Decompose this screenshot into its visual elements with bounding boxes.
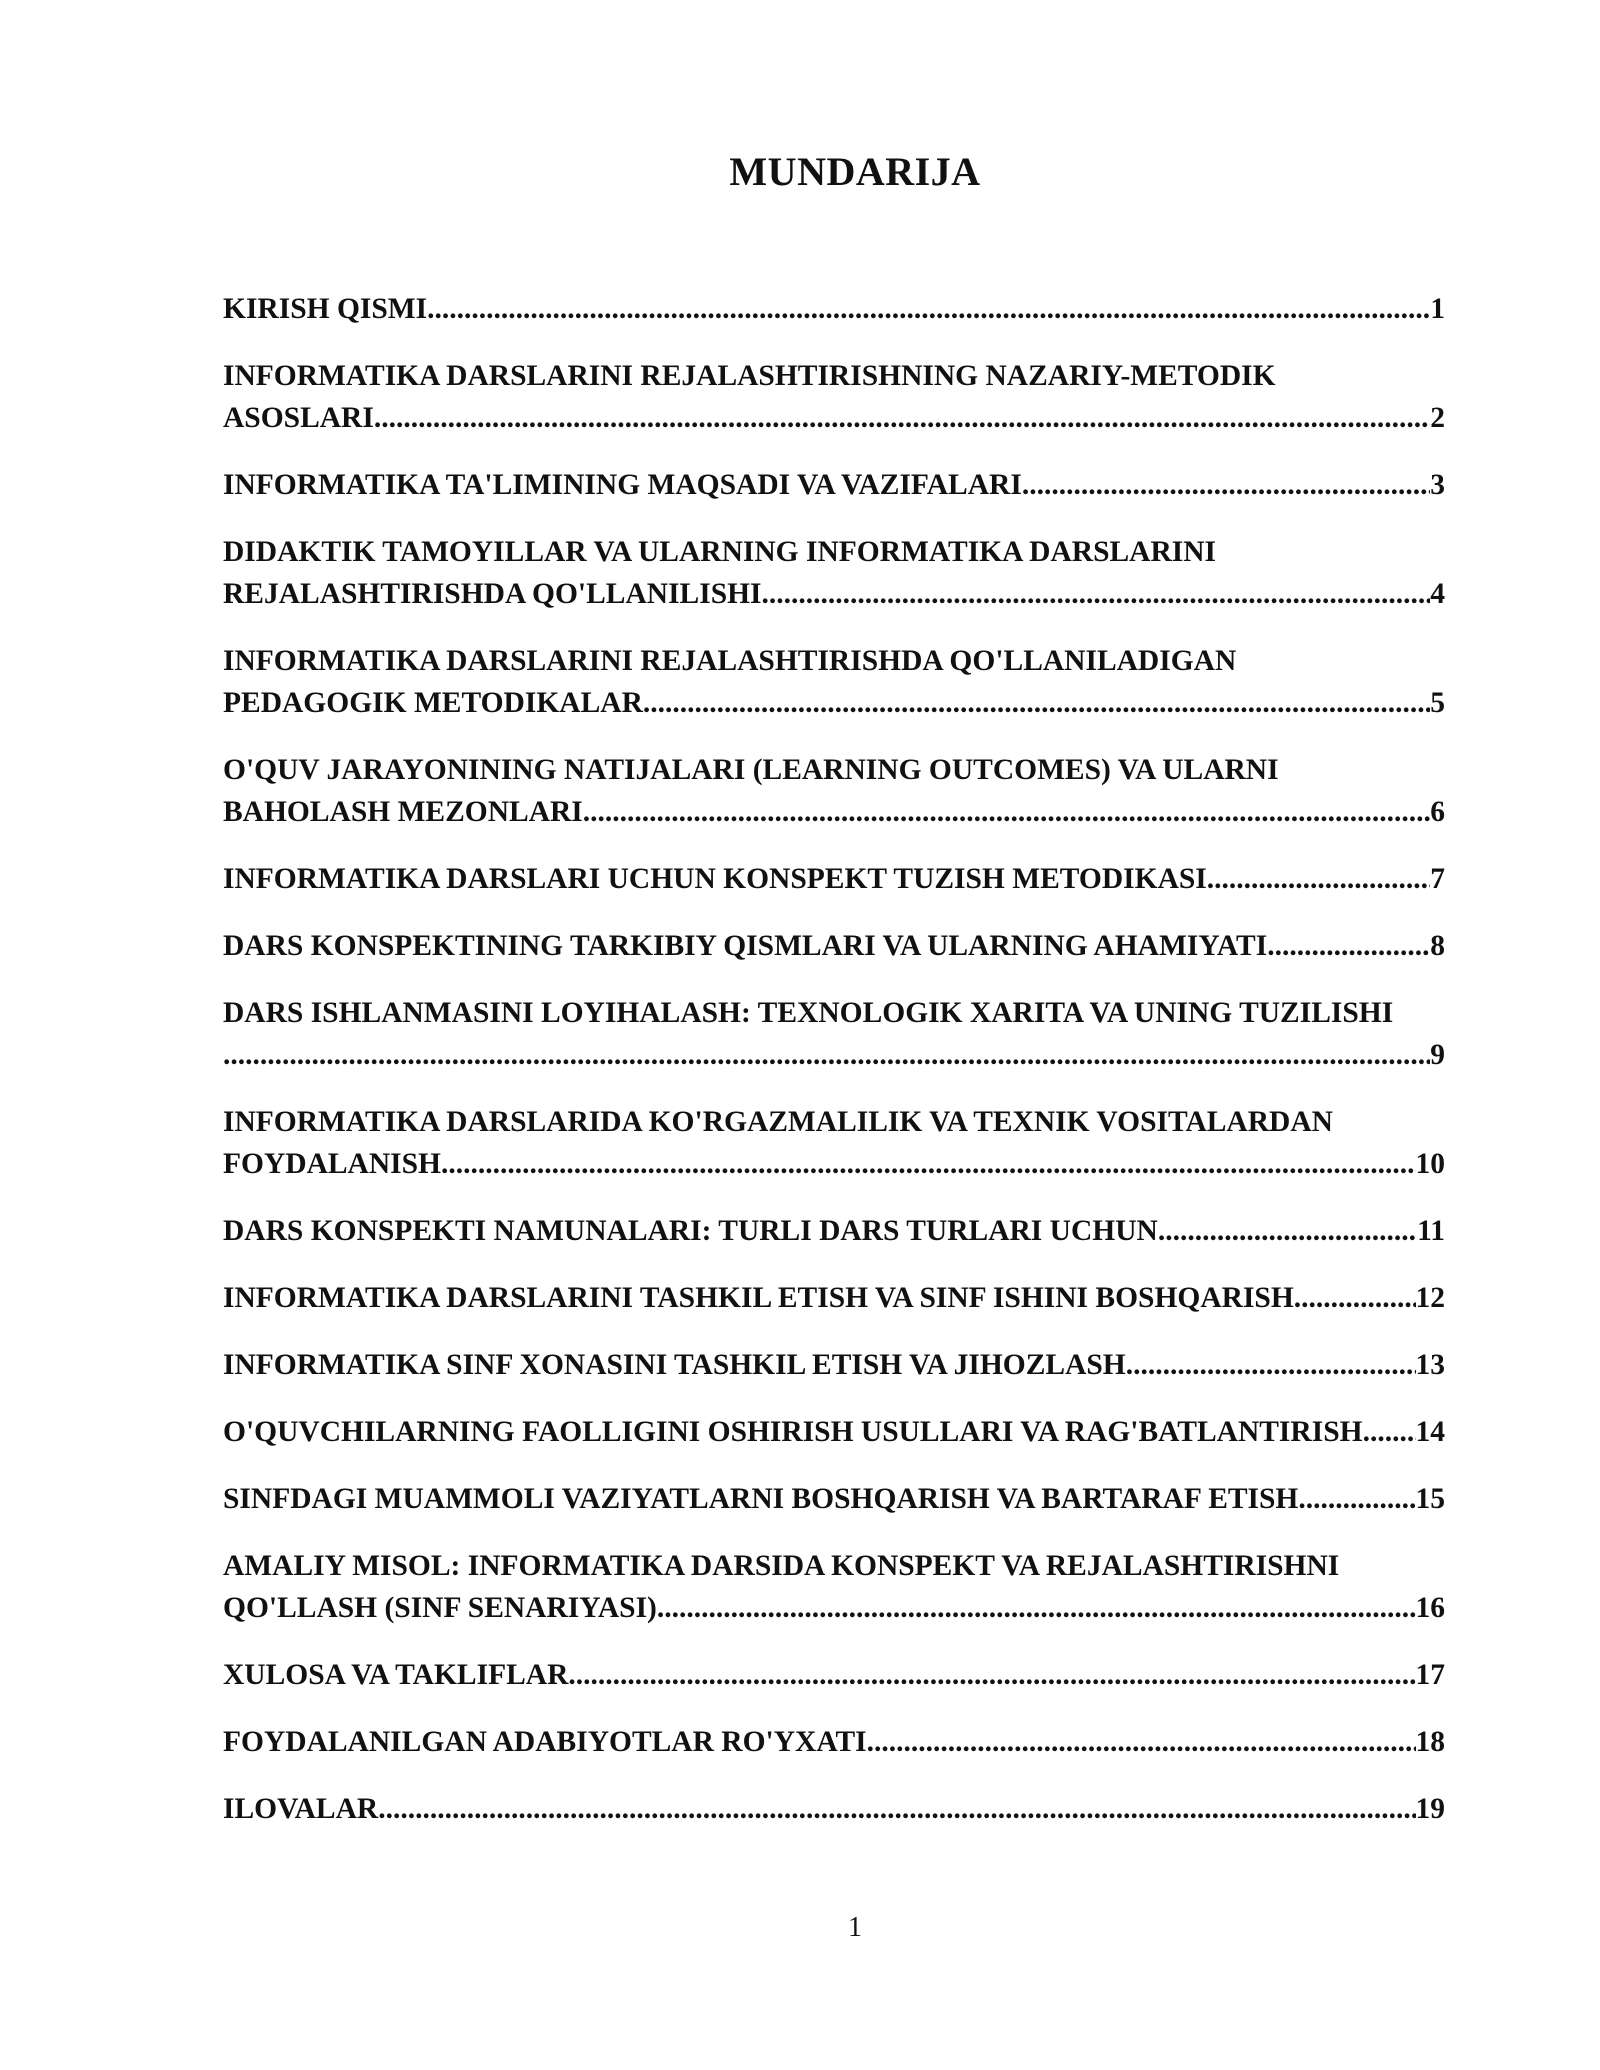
toc-entry[interactable] xyxy=(223,1788,1445,1830)
dot-leader xyxy=(374,397,1430,439)
dot-leader xyxy=(568,1654,1415,1696)
toc-page-number: 5 xyxy=(1430,687,1445,719)
dot-leader xyxy=(762,573,1431,615)
toc-page-number: 10 xyxy=(1415,1148,1445,1180)
toc-entry-title-line: O'QUV JARAYONINING NATIJALARI (LEARNING OUTCOMES) VA ULARNI xyxy=(223,754,1279,786)
toc-entry-title: ASOSLARI xyxy=(223,402,374,434)
toc-page-number: 8 xyxy=(1430,930,1445,962)
toc-entry-title: DARS KONSPEKTI NAMUNALARI: TURLI DARS TURLARI UCHUN xyxy=(223,1215,1158,1247)
toc-entry-line xyxy=(223,925,1445,967)
toc-entry[interactable] xyxy=(223,640,1445,724)
toc-entry-line xyxy=(223,573,1445,615)
toc-entry-line xyxy=(223,1654,1445,1696)
table-of-contents xyxy=(223,288,1445,1855)
toc-entry-title: INFORMATIKA DARSLARI UCHUN KONSPEKT TUZISH METODIKASI xyxy=(223,863,1207,895)
toc-entry-title-line: INFORMATIKA DARSLARIDA KO'RGAZMALILIK VA TEXNIK VOSITALARDAN xyxy=(223,1106,1333,1138)
dot-leader xyxy=(1298,1478,1415,1520)
toc-page-number: 7 xyxy=(1430,863,1445,895)
toc-entry-title: KIRISH QISMI xyxy=(223,293,428,325)
toc-entry[interactable] xyxy=(223,1210,1445,1252)
toc-entry-line xyxy=(223,397,1445,439)
toc-entry-title: PEDAGOGIK METODIKALAR xyxy=(223,687,643,719)
page-number: 1 xyxy=(848,1912,862,1943)
toc-entry-line xyxy=(223,464,1445,506)
toc-entry-title: XULOSA VA TAKLIFLAR xyxy=(223,1659,569,1691)
toc-entry-title: INFORMATIKA TA'LIMINING MAQSADI VA VAZIFALARI xyxy=(223,469,1022,501)
toc-entry[interactable] xyxy=(223,1277,1445,1319)
toc-page-number: 12 xyxy=(1415,1282,1445,1314)
toc-entry-title: FOYDALANILGAN ADABIYOTLAR RO'YXATI xyxy=(223,1726,867,1758)
toc-page-number: 3 xyxy=(1430,469,1445,501)
toc-page-number: 11 xyxy=(1417,1215,1445,1247)
toc-entry-line xyxy=(223,1143,1445,1185)
toc-entry-line xyxy=(223,1034,1445,1076)
toc-page-number: 2 xyxy=(1430,402,1445,434)
dot-leader xyxy=(1363,1411,1416,1453)
toc-page-number: 18 xyxy=(1415,1726,1445,1758)
toc-entry[interactable] xyxy=(223,858,1445,900)
dot-leader xyxy=(1022,464,1430,506)
dot-leader xyxy=(223,1034,1430,1076)
toc-entry-title: QO'LLASH (SINF SENARIYASI) xyxy=(223,1592,657,1624)
toc-entry[interactable] xyxy=(223,1545,1445,1629)
toc-entry[interactable] xyxy=(223,749,1445,833)
toc-entry[interactable] xyxy=(223,1101,1445,1185)
toc-entry-title: REJALASHTIRISHDA QO'LLANILISHI xyxy=(223,578,762,610)
toc-entry-title: INFORMATIKA SINF XONASINI TASHKIL ETISH VA JIHOZLASH xyxy=(223,1349,1126,1381)
toc-entry[interactable] xyxy=(223,1411,1445,1453)
toc-entry-title-line: DARS ISHLANMASINI LOYIHALASH: TEXNOLOGIK XARITA VA UNING TUZILISHI xyxy=(223,997,1394,1029)
toc-entry-title-line: INFORMATIKA DARSLARINI REJALASHTIRISHDA QO'LLANILADIGAN xyxy=(223,645,1237,677)
toc-page-number: 14 xyxy=(1415,1416,1445,1448)
dot-leader xyxy=(1294,1277,1416,1319)
toc-entry-title-line: DIDAKTIK TAMOYILLAR VA ULARNING INFORMATIKA DARSLARINI xyxy=(223,536,1217,568)
dot-leader xyxy=(1267,925,1430,967)
toc-entry-title: INFORMATIKA DARSLARINI TASHKIL ETISH VA SINF ISHINI BOSHQARISH xyxy=(223,1282,1294,1314)
dot-leader xyxy=(1207,858,1430,900)
toc-page-number: 17 xyxy=(1415,1659,1445,1691)
toc-entry-line xyxy=(223,858,1445,900)
toc-entry[interactable] xyxy=(223,1478,1445,1520)
toc-entry-title: O'QUVCHILARNING FAOLLIGINI OSHIRISH USULLARI VA RAG'BATLANTIRISH xyxy=(223,1416,1363,1448)
toc-entry-line xyxy=(223,1478,1445,1520)
toc-entry[interactable] xyxy=(223,992,1445,1076)
toc-entry[interactable] xyxy=(223,925,1445,967)
toc-page-number: 15 xyxy=(1415,1483,1445,1515)
dot-leader xyxy=(378,1788,1415,1830)
toc-entry-line xyxy=(223,682,1445,724)
toc-page-number: 4 xyxy=(1430,578,1445,610)
toc-page-number: 19 xyxy=(1415,1793,1445,1825)
page-title: MUNDARIJA xyxy=(729,149,981,194)
toc-page-number: 16 xyxy=(1415,1592,1445,1624)
toc-entry-line xyxy=(223,288,1445,330)
toc-entry[interactable] xyxy=(223,531,1445,615)
toc-entry-line xyxy=(223,1788,1445,1830)
toc-entry[interactable] xyxy=(223,355,1445,439)
toc-entry[interactable] xyxy=(223,1654,1445,1696)
toc-entry-title: BAHOLASH MEZONLARI xyxy=(223,796,583,828)
toc-entry-line xyxy=(223,1277,1445,1319)
dot-leader xyxy=(441,1143,1416,1185)
toc-entry-line xyxy=(223,1411,1445,1453)
dot-leader xyxy=(657,1587,1416,1629)
toc-entry-line xyxy=(223,1587,1445,1629)
dot-leader xyxy=(427,288,1430,330)
toc-entry-line xyxy=(223,1344,1445,1386)
toc-entry-title: FOYDALANISH xyxy=(223,1148,441,1180)
toc-entry-line xyxy=(223,1210,1445,1252)
dot-leader xyxy=(867,1721,1416,1763)
toc-entry[interactable] xyxy=(223,1344,1445,1386)
toc-entry-line xyxy=(223,791,1445,833)
toc-entry[interactable] xyxy=(223,1721,1445,1763)
toc-page-number: 1 xyxy=(1430,293,1445,325)
toc-entry-title-line: AMALIY MISOL: INFORMATIKA DARSIDA KONSPEKT VA REJALASHTIRISHNI xyxy=(223,1550,1340,1582)
toc-page-number: 9 xyxy=(1430,1039,1445,1071)
dot-leader xyxy=(1126,1344,1416,1386)
toc-entry-title: DARS KONSPEKTINING TARKIBIY QISMLARI VA ULARNING AHAMIYATI xyxy=(223,930,1268,962)
toc-entry-title: SINFDAGI MUAMMOLI VAZIYATLARNI BOSHQARISH VA BARTARAF ETISH xyxy=(223,1483,1299,1515)
toc-entry-title-line: INFORMATIKA DARSLARINI REJALASHTIRISHNING NAZARIY-METODIK xyxy=(223,360,1276,392)
toc-page-number: 13 xyxy=(1415,1349,1445,1381)
toc-entry[interactable] xyxy=(223,288,1445,330)
toc-page-number: 6 xyxy=(1430,796,1445,828)
toc-entry[interactable] xyxy=(223,464,1445,506)
dot-leader xyxy=(1158,1210,1417,1252)
toc-entry-title: ILOVALAR xyxy=(223,1793,379,1825)
dot-leader xyxy=(583,791,1430,833)
toc-entry-line xyxy=(223,1721,1445,1763)
dot-leader xyxy=(643,682,1430,724)
